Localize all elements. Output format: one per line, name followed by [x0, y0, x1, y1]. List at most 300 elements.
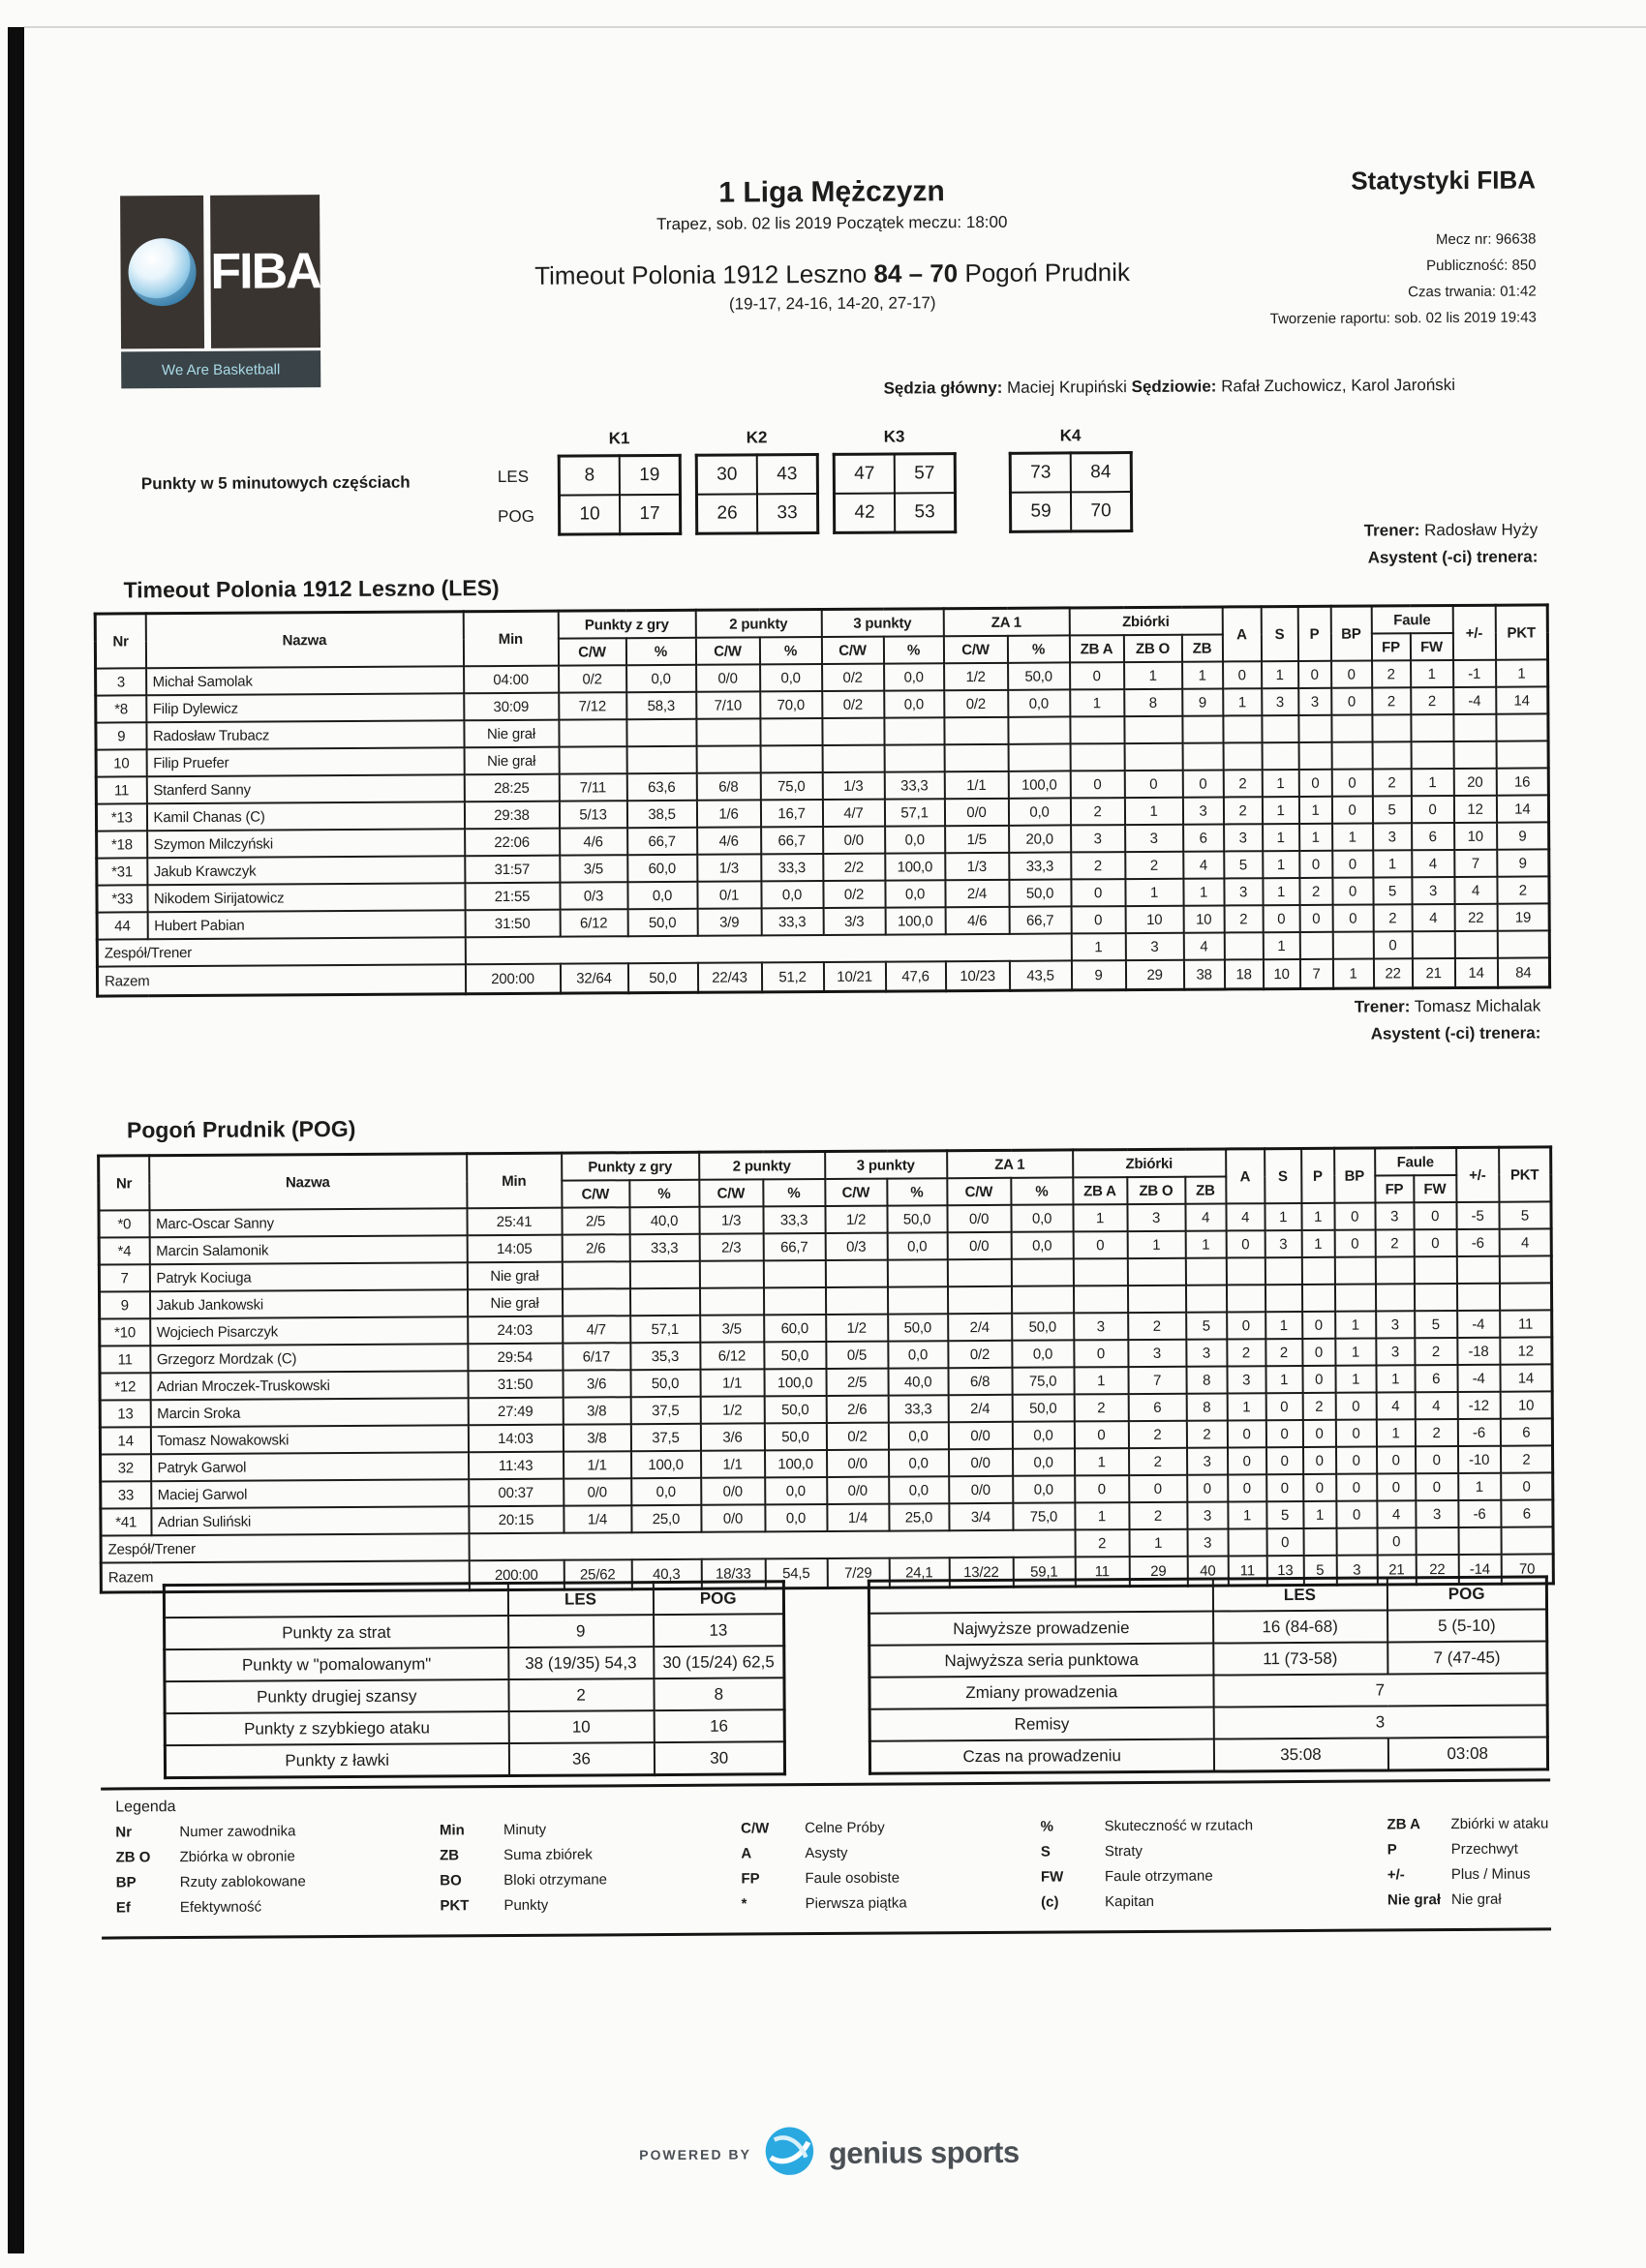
- stat-cell: -6: [1458, 1500, 1501, 1527]
- stat-cell: 0: [1070, 662, 1124, 689]
- stat-cell: 33,3: [763, 1206, 825, 1233]
- legend-desc: Nie grał: [1450, 1890, 1502, 1909]
- stat-cell: 14: [1496, 686, 1548, 713]
- meta-line: Mecz nr: 96638: [1435, 230, 1537, 249]
- legend-column: [1387, 1815, 1549, 1917]
- quarter-score-cell: 73: [1010, 453, 1071, 493]
- legend-abbr: Ef: [115, 1899, 131, 1917]
- assistant-line: [964, 543, 1538, 574]
- player-name: Radosław Trubacz: [146, 720, 464, 749]
- stat-cell: 10: [96, 749, 146, 776]
- fiba-globe-icon: [120, 196, 204, 349]
- stat-cell: 8: [1186, 1366, 1227, 1393]
- column-header: S: [1261, 606, 1297, 661]
- team-row-label: Zespół/Trener: [101, 1533, 469, 1562]
- stat-cell: [1414, 1256, 1456, 1284]
- stat-cell: [1454, 931, 1497, 958]
- stat-cell: 3/3: [823, 908, 885, 935]
- stat-cell: -5: [1456, 1202, 1499, 1229]
- stat-cell: [1124, 743, 1182, 771]
- stat-cell: 0,0: [765, 1477, 827, 1504]
- fiba-brand-text: FIBA: [210, 243, 320, 300]
- stat-cell: 3: [1125, 825, 1183, 852]
- column-header: Nr: [99, 1156, 149, 1211]
- legend-entry: [741, 1819, 906, 1836]
- stat-cell: 0/2: [948, 1341, 1012, 1368]
- stat-cell: 0: [1223, 661, 1262, 688]
- stat-cell: [559, 746, 626, 773]
- summary-value-les: 36: [508, 1742, 654, 1775]
- stat-cell: 7: [1299, 959, 1332, 989]
- stat-cell: 2: [1302, 1393, 1335, 1420]
- stat-cell: 5: [1415, 1311, 1457, 1338]
- team-code-header: POG: [653, 1582, 783, 1615]
- column-header: Nazwa: [145, 612, 463, 669]
- stat-cell: 0: [1331, 770, 1372, 797]
- stat-cell: 2: [1372, 687, 1411, 714]
- legend-desc: Minuty: [503, 1821, 547, 1839]
- stat-cell: 5: [1303, 1556, 1336, 1586]
- stat-cell: 0,0: [627, 882, 697, 909]
- stat-cell: 3: [1373, 823, 1412, 850]
- stat-cell: 4/6: [697, 827, 761, 854]
- stat-cell: 4/7: [822, 800, 884, 827]
- stat-cell: [1185, 1257, 1226, 1285]
- column-header: %: [1011, 1177, 1073, 1204]
- stat-cell: 0/2: [826, 1423, 888, 1450]
- stat-cell: [1500, 1283, 1552, 1310]
- quarter-score-cell: 19: [620, 455, 681, 495]
- stat-cell: 0/2: [823, 881, 885, 908]
- stat-cell: [1458, 1527, 1501, 1555]
- stat-cell: 3/5: [560, 855, 627, 882]
- quarter-score-cell: 33: [757, 494, 818, 533]
- main-referee-name: Maciej Krupiński: [1007, 378, 1127, 397]
- stat-cell: 0: [1228, 1447, 1266, 1474]
- stat-cell: 31:50: [465, 910, 560, 938]
- stat-cell: 1: [1265, 1203, 1301, 1230]
- stat-cell: 25,0: [631, 1505, 701, 1532]
- column-header: Min: [463, 611, 558, 666]
- quarter-score-cell: 53: [895, 493, 956, 532]
- player-name: Michał Samolak: [146, 666, 464, 695]
- stat-cell: 75,0: [760, 772, 822, 800]
- stat-cell: 2: [1415, 1338, 1457, 1365]
- stat-cell: [948, 1286, 1012, 1314]
- legend-abbr: FW: [1040, 1868, 1064, 1886]
- column-header: C/W: [558, 638, 625, 665]
- player-name: Nikodem Sirijatowicz: [147, 883, 465, 912]
- stat-cell: 7: [1128, 1367, 1186, 1394]
- stat-cell: -4: [1457, 1311, 1500, 1338]
- stat-cell: 0: [1332, 878, 1373, 905]
- referees-names: Rafał Zuchowicz, Karol Jaroński: [1221, 375, 1456, 396]
- stat-cell: 0: [1336, 1501, 1377, 1528]
- stat-cell: 14:05: [467, 1235, 562, 1263]
- stat-cell: 1: [1373, 850, 1412, 877]
- legend-desc: Rzuty zablokowane: [179, 1873, 306, 1891]
- stat-cell: 3: [1182, 797, 1223, 824]
- stat-cell: 2: [1375, 1229, 1414, 1256]
- column-header: Min: [467, 1153, 562, 1208]
- stat-cell: 40: [1187, 1556, 1228, 1586]
- stat-cell: 43,5: [1009, 960, 1071, 990]
- stat-cell: 4: [1412, 850, 1454, 877]
- stat-cell: 28:25: [464, 774, 559, 802]
- stat-cell: [1332, 932, 1373, 959]
- stat-cell: [822, 745, 884, 772]
- stat-cell: 25:41: [467, 1208, 562, 1236]
- stat-cell: [884, 744, 944, 771]
- stat-cell: 0: [1071, 906, 1125, 933]
- stat-cell: [1070, 716, 1124, 743]
- quarter-score-cell: 57: [895, 454, 956, 494]
- stat-cell: 4: [1412, 904, 1454, 931]
- quarter-score-cell: 59: [1010, 492, 1071, 531]
- legend-entry: [115, 1823, 305, 1840]
- stat-cell: 1: [1262, 797, 1298, 824]
- stat-cell: 13: [100, 1400, 150, 1427]
- stat-cell: [1011, 1258, 1073, 1285]
- summary-points-table: [163, 1580, 786, 1779]
- stat-cell: *4: [99, 1237, 149, 1264]
- stat-cell: [1127, 1258, 1185, 1285]
- stat-cell: -4: [1457, 1365, 1500, 1392]
- stat-cell: [562, 1288, 629, 1315]
- stat-cell: 10: [1183, 905, 1224, 932]
- stat-cell: 33,3: [629, 1234, 699, 1261]
- stat-cell: 32: [101, 1454, 151, 1481]
- stat-cell: 0,0: [887, 1232, 947, 1259]
- stat-cell: [760, 745, 822, 772]
- column-header: ZB A: [1069, 635, 1123, 662]
- stat-cell: 25,0: [889, 1503, 949, 1530]
- stat-cell: 00:37: [469, 1479, 564, 1507]
- stat-cell: 40,3: [631, 1559, 701, 1589]
- stat-cell: 2: [1497, 876, 1549, 903]
- stat-cell: [696, 745, 760, 772]
- stat-cell: 1: [1223, 688, 1262, 715]
- stat-cell: *31: [97, 858, 147, 885]
- stat-cell: 0: [1414, 1229, 1456, 1256]
- stat-cell: [1226, 1257, 1265, 1285]
- legend-abbr: ZB: [440, 1847, 460, 1864]
- stat-cell: 0/3: [825, 1233, 887, 1260]
- summary-label: Zmiany prowadzenia: [869, 1676, 1213, 1709]
- stat-cell: [1224, 932, 1263, 959]
- stat-cell: 3/4: [949, 1503, 1013, 1530]
- coach-block-pog: [967, 992, 1540, 1050]
- quarter-grid: [695, 428, 820, 535]
- player-name: Wojciech Pisarczyk: [150, 1316, 468, 1346]
- summary-value-les: 10: [508, 1710, 654, 1743]
- stat-cell: 0,0: [626, 665, 696, 692]
- stat-cell: 200:00: [469, 1560, 564, 1590]
- column-header: %: [629, 1180, 699, 1207]
- stat-cell: 3: [1265, 1230, 1301, 1257]
- legend-desc: Celne Próby: [805, 1819, 885, 1837]
- stat-cell: 40,0: [888, 1368, 948, 1395]
- column-header: FW: [1410, 633, 1452, 660]
- team-code-pog: POG: [498, 506, 534, 527]
- column-header: ZB A: [1073, 1177, 1127, 1204]
- powered-by-label: POWERED BY: [639, 2145, 751, 2162]
- stat-cell: [1298, 715, 1331, 742]
- stat-cell: [1265, 1285, 1302, 1312]
- column-header: %: [625, 638, 695, 665]
- stat-cell: 5/13: [559, 801, 626, 828]
- stat-cell: 0: [1302, 1312, 1335, 1339]
- stat-cell: 2: [1129, 1448, 1187, 1475]
- stat-cell: 1: [1303, 1501, 1336, 1528]
- stat-cell: [1299, 932, 1332, 959]
- quarter-score-cell: 26: [696, 494, 757, 533]
- stat-cell: 33: [101, 1481, 151, 1508]
- stat-cell: 75,0: [1012, 1367, 1074, 1394]
- stat-cell: 0,0: [885, 880, 945, 907]
- stat-cell: [1416, 1527, 1458, 1555]
- stat-cell: 0: [1075, 1475, 1129, 1502]
- stat-cell: 0,0: [761, 881, 823, 908]
- stat-cell: 2/3: [699, 1233, 763, 1260]
- column-header: 2 punkty: [699, 1151, 825, 1179]
- stat-cell: [629, 1288, 699, 1315]
- stat-cell: 0,0: [888, 1422, 948, 1449]
- stat-cell: 0: [1265, 1393, 1302, 1420]
- summary-left: [163, 1580, 786, 1779]
- stat-cell: 2: [1415, 1419, 1457, 1446]
- stat-cell: 70: [1501, 1554, 1553, 1584]
- legend-abbr: %: [1040, 1818, 1054, 1835]
- summary-value-les: 11 (73-58): [1213, 1642, 1387, 1675]
- stat-cell: 20: [1453, 769, 1496, 796]
- assistant-line: [967, 1019, 1540, 1050]
- venue-line: Trapez, sob. 02 lis 2019 Początek meczu: 18:00: [656, 212, 1008, 234]
- summary-label: Punkty drugiej szansy: [165, 1679, 508, 1713]
- stat-cell: 1: [1071, 933, 1125, 960]
- fiba-wordmark: [210, 195, 320, 348]
- stat-cell: 3/6: [700, 1423, 764, 1450]
- column-header: Zbiórki: [1073, 1149, 1226, 1177]
- player-name: Tomasz Nowakowski: [150, 1425, 468, 1454]
- stat-cell: 2/2: [823, 854, 885, 881]
- summary-label: Punkty w "pomalowanym": [165, 1648, 508, 1681]
- stat-cell: [1334, 1257, 1375, 1285]
- stat-cell: 4/6: [945, 907, 1009, 934]
- quarter-grid: [558, 429, 683, 536]
- meta-line: Publiczność: 850: [1426, 257, 1537, 275]
- summary-value-les: 9: [508, 1615, 654, 1648]
- summary-row: [869, 1673, 1547, 1709]
- column-header: C/W: [943, 636, 1007, 663]
- stat-cell: [887, 1259, 947, 1286]
- stat-cell: 100,0: [765, 1450, 827, 1477]
- summary-label: Punkty z szybkiego ataku: [165, 1711, 508, 1745]
- stat-cell: 3: [1187, 1501, 1228, 1528]
- stat-cell: 22:06: [465, 829, 560, 857]
- stat-cell: 10/23: [945, 961, 1009, 991]
- stat-cell: 2: [1074, 1394, 1128, 1421]
- home-team-name: Timeout Polonia 1912 Leszno: [534, 258, 868, 290]
- stat-cell: 14: [1500, 1364, 1552, 1391]
- quarter-grid: [1009, 426, 1134, 533]
- stat-cell: 3: [1416, 1500, 1458, 1527]
- stat-cell: 0: [1265, 1420, 1302, 1447]
- legend-desc: Straty: [1104, 1842, 1143, 1860]
- summary-value-pog: 5 (5-10): [1387, 1609, 1547, 1642]
- stat-cell: 0: [1187, 1474, 1228, 1501]
- team-title-pog: Pogoń Prudnik (POG): [126, 1115, 356, 1143]
- stat-cell: 0/2: [822, 691, 884, 718]
- stat-cell: 9: [96, 722, 146, 749]
- summary-value-pog: 8: [654, 1678, 784, 1710]
- stat-cell: 50,0: [1008, 662, 1070, 689]
- stat-cell: 3: [1224, 878, 1263, 905]
- legend-entry: [116, 1873, 306, 1890]
- team-code-les: LES: [497, 467, 530, 487]
- column-header: ZB O: [1123, 635, 1181, 662]
- column-header: BP: [1334, 1148, 1375, 1203]
- stat-cell: [1298, 742, 1331, 770]
- stat-cell: 200:00: [465, 964, 560, 994]
- stat-cell: 0: [1302, 1366, 1335, 1393]
- stat-cell: 9: [1497, 822, 1549, 849]
- stat-cell: 1/6: [696, 800, 760, 827]
- stat-cell: 1/2: [700, 1396, 764, 1423]
- summary-label: Najwyższa seria punktowa: [869, 1644, 1213, 1678]
- stat-cell: 5: [1372, 796, 1411, 823]
- summary-value-pog: 16: [654, 1709, 784, 1742]
- quarter-label: K4: [1059, 426, 1082, 445]
- stat-cell: 57,1: [630, 1315, 700, 1343]
- stat-cell: 3: [1298, 688, 1331, 715]
- stat-cell: 4: [1183, 851, 1224, 878]
- stat-cell: [1073, 1258, 1127, 1285]
- stat-cell: 4/6: [560, 828, 627, 855]
- legend-desc: Faule otrzymane: [1104, 1867, 1213, 1886]
- column-header: C/W: [947, 1178, 1011, 1205]
- stat-cell: 1: [1411, 660, 1453, 687]
- quarter-label: K3: [883, 427, 905, 446]
- legend-desc: Suma zbiórek: [503, 1846, 593, 1864]
- summary-section: [100, 1575, 1549, 1779]
- stat-cell: 0: [1501, 1472, 1553, 1499]
- legend-entry: [741, 1869, 906, 1887]
- stat-cell: 1: [1376, 1365, 1415, 1392]
- stat-cell: 11: [100, 1346, 150, 1373]
- stat-cell: [559, 719, 626, 746]
- player-name: Maciej Garwol: [151, 1479, 469, 1508]
- stat-cell: [1376, 1284, 1415, 1311]
- fiba-tagline: We Are Basketball: [121, 350, 320, 388]
- stat-cell: 0: [1266, 1447, 1303, 1474]
- stat-cell: 1: [1376, 1419, 1415, 1446]
- stat-cell: 3/6: [563, 1370, 630, 1397]
- stat-cell: [944, 744, 1008, 771]
- stat-cell: 11: [1228, 1556, 1266, 1586]
- column-header: %: [763, 1179, 825, 1206]
- stat-cell: 3: [1224, 824, 1263, 851]
- stat-cell: 4: [1226, 1203, 1265, 1230]
- column-header: C/W: [562, 1180, 629, 1207]
- player-name: Patryk Garwol: [151, 1452, 469, 1481]
- stat-cell: 0/0: [827, 1450, 889, 1477]
- stat-cell: 50,0: [764, 1342, 826, 1369]
- stat-cell: 2/6: [562, 1234, 629, 1261]
- main-referee-label: Sędzia główny:: [883, 378, 1003, 398]
- stat-cell: 50,0: [1009, 879, 1071, 906]
- stat-cell: 0,0: [888, 1341, 948, 1368]
- stat-cell: 0/0: [944, 799, 1008, 826]
- legend-entry: [1387, 1865, 1549, 1883]
- column-header: 2 punkty: [695, 610, 821, 638]
- quarter-score-table: [558, 454, 683, 536]
- quarter-score-cell: 10: [559, 495, 620, 534]
- stat-cell: 1: [1335, 1366, 1376, 1393]
- stat-cell: 19: [1497, 903, 1549, 930]
- legend-desc: Kapitan: [1105, 1892, 1155, 1911]
- stat-cell: 0,0: [889, 1476, 949, 1503]
- stat-cell: 5: [1186, 1312, 1227, 1339]
- stat-cell: 0,0: [1013, 1475, 1075, 1502]
- stat-cell: 14: [100, 1427, 150, 1454]
- stat-cell: 0/0: [949, 1449, 1013, 1476]
- stat-cell: Nie grał: [464, 720, 559, 748]
- stat-cell: 2: [1224, 905, 1263, 932]
- stat-cell: 0: [1334, 1203, 1375, 1230]
- box-score-table: [97, 1145, 1555, 1593]
- stat-cell: 22: [1454, 904, 1497, 931]
- legend-section: [115, 1790, 1549, 1924]
- legend-entry: [1041, 1842, 1254, 1860]
- empty-header: [869, 1579, 1212, 1614]
- summary-label: Remisy: [869, 1708, 1213, 1741]
- genius-sports-wordmark: genius sports: [828, 2134, 1020, 2170]
- empty-cell: [465, 933, 1071, 964]
- stat-cell: 16,7: [760, 800, 822, 827]
- stat-cell: 0: [1263, 905, 1299, 932]
- legend-entry: [116, 1848, 306, 1865]
- column-header: C/W: [821, 637, 883, 664]
- stat-cell: *8: [96, 695, 146, 722]
- stat-cell: 2: [1223, 770, 1262, 797]
- stat-cell: 9: [1182, 688, 1223, 715]
- stat-cell: 0: [1071, 879, 1125, 906]
- meta-line: Czas trwania: 01:42: [1408, 283, 1537, 301]
- stat-cell: 29:38: [464, 801, 559, 830]
- stat-cell: 2: [1372, 769, 1411, 796]
- stat-cell: 100,0: [631, 1451, 701, 1478]
- quarter-score-cell: 42: [834, 494, 895, 533]
- stat-cell: 0: [1336, 1447, 1377, 1474]
- stat-cell: 11:43: [469, 1452, 564, 1480]
- empty-header: [164, 1583, 507, 1618]
- stat-cell: 40,0: [629, 1207, 699, 1234]
- stat-cell: 0: [1073, 1231, 1127, 1258]
- stat-cell: 0: [1182, 770, 1223, 797]
- stat-cell: 5: [1499, 1201, 1551, 1228]
- stat-cell: [1265, 1257, 1301, 1285]
- legend-entry: [741, 1844, 906, 1861]
- stat-cell: 2: [1299, 878, 1332, 905]
- empty-cell: [469, 1529, 1075, 1560]
- stat-cell: 0: [1411, 796, 1453, 823]
- summary-row: [165, 1741, 784, 1777]
- column-header: Faule: [1371, 606, 1452, 634]
- stat-cell: 100,0: [885, 907, 945, 934]
- stat-cell: 2/4: [948, 1395, 1012, 1422]
- legend-entry: [440, 1896, 607, 1914]
